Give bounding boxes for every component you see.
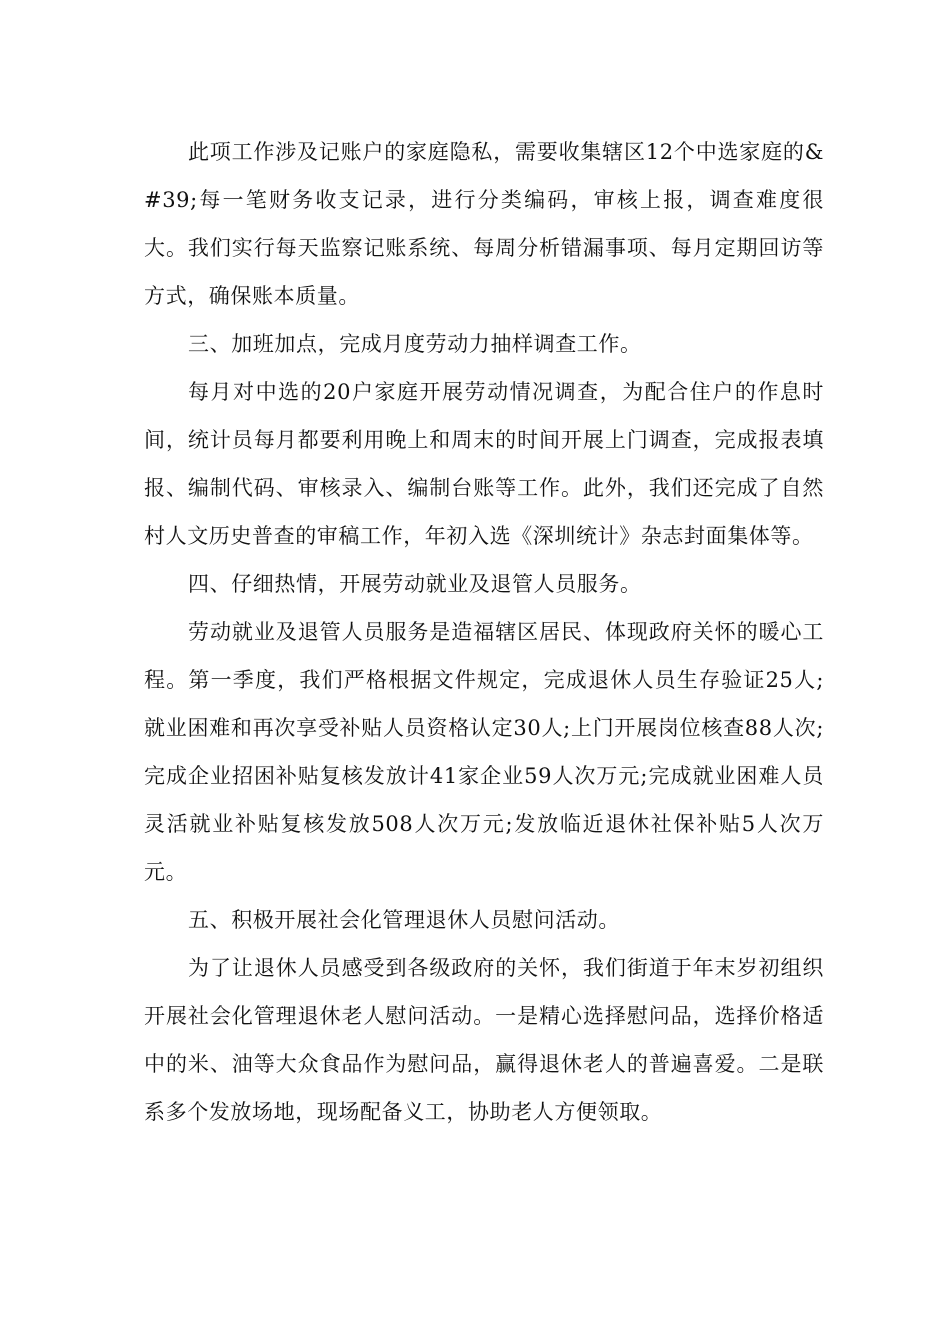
paragraph-retiree-visits: 为了让退休人员感受到各级政府的关怀，我们街道于年末岁初组织开展社会化管理退休老人慰问活动。一是精心选择慰问品，选择价格适中的米、油等大众食品作为慰问品，赢得退休老人的普遍喜爱。二是联系多个发放场地，现场配备义工，协助老人方便领取。	[144, 956, 824, 1124]
section-heading-three: 三、加班加点，完成月度劳动力抽样调查工作。	[188, 332, 642, 356]
paragraph-household-accounts: 此项工作涉及记账户的家庭隐私，需要收集辖区12个中选家庭的&#39;每一笔财务收支记录，进行分类编码，审核上报，调查难度很大。我们实行每天监察记账系统、每周分析错漏事项、每月定期回访等方式，确保账本质量。	[144, 140, 824, 308]
paragraph-employment-services: 劳动就业及退管人员服务是造福辖区居民、体现政府关怀的暖心工程。第一季度，我们严格根据文件规定，完成退休人员生存验证25人;就业困难和再次享受补贴人员资格认定30人;上门开展岗位核查88人次;完成企业招困补贴复核发放计41家企业59人次万元;完成就业困难人员灵活就业补贴复核发放508人次万元;发放临近退休社保补贴5人次万元。	[144, 620, 824, 884]
section-heading-four: 四、仔细热情，开展劳动就业及退管人员服务。	[188, 572, 642, 596]
document-body	[144, 128, 824, 1136]
section-heading-five: 五、积极开展社会化管理退休人员慰问活动。	[188, 908, 620, 932]
paragraph-labor-survey: 每月对中选的20户家庭开展劳动情况调查，为配合住户的作息时间，统计员每月都要利用晚上和周末的时间开展上门调查，完成报表填报、编制代码、审核录入、编制台账等工作。此外，我们还完成了自然村人文历史普查的审稿工作，年初入选《深圳统计》杂志封面集体等。	[144, 380, 824, 548]
